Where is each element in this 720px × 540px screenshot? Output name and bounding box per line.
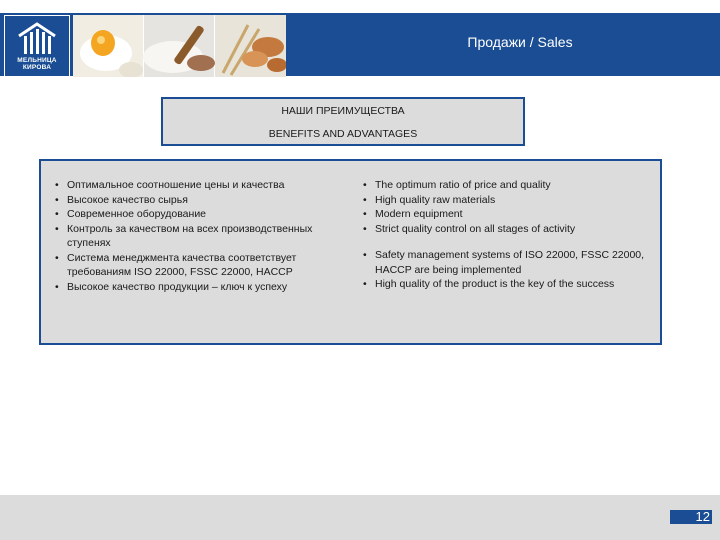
logo-text: МЕЛЬНИЦА КИРОВА [17,56,57,71]
advantages-panel [39,159,662,345]
list-item: • Modern equipment [355,207,655,222]
list-item: • Контроль за качеством на всех производственных ступенях [47,222,347,251]
mill-building-icon [17,22,57,56]
section-title-en: BENEFITS AND ADVANTAGES [268,128,418,140]
egg-flour-photo [73,15,143,77]
section-title-ru: НАШИ ПРЕИМУЩЕСТВА [281,105,405,117]
list-item: • The optimum ratio of price and quality [355,178,655,193]
header-photos [73,15,286,77]
flour-spoon-photo [143,15,215,77]
list-item: • Strict quality control on all stages of activity [355,222,655,237]
list-item: • Современное оборудование [47,207,347,222]
advantages-list-ru [47,178,347,294]
wheat-bread-photo [215,15,286,77]
list-item: • Высокое качество продукции – ключ к успеху [47,280,347,295]
page-number: 12 [670,510,712,524]
list-item: • High quality raw materials [355,193,655,208]
list-item: • High quality of the product is the key of the success [355,277,655,292]
list-item: • Safety management systems of ISO 22000, FSSC 22000, HACCP are being implemented [355,248,655,277]
page-title: Продажи / Sales [467,34,573,50]
list-item: • Высокое качество сырья [47,193,347,208]
advantages-list-en [355,178,655,292]
footer-bar [0,495,720,540]
company-logo [4,15,70,77]
list-item: • Оптимальное соотношение цены и качества [47,178,347,193]
section-title-box [161,97,525,146]
list-item: • Система менеджмента качества соответствует требованиям ISO 22000, FSSC 22000, HACCP [47,251,347,280]
